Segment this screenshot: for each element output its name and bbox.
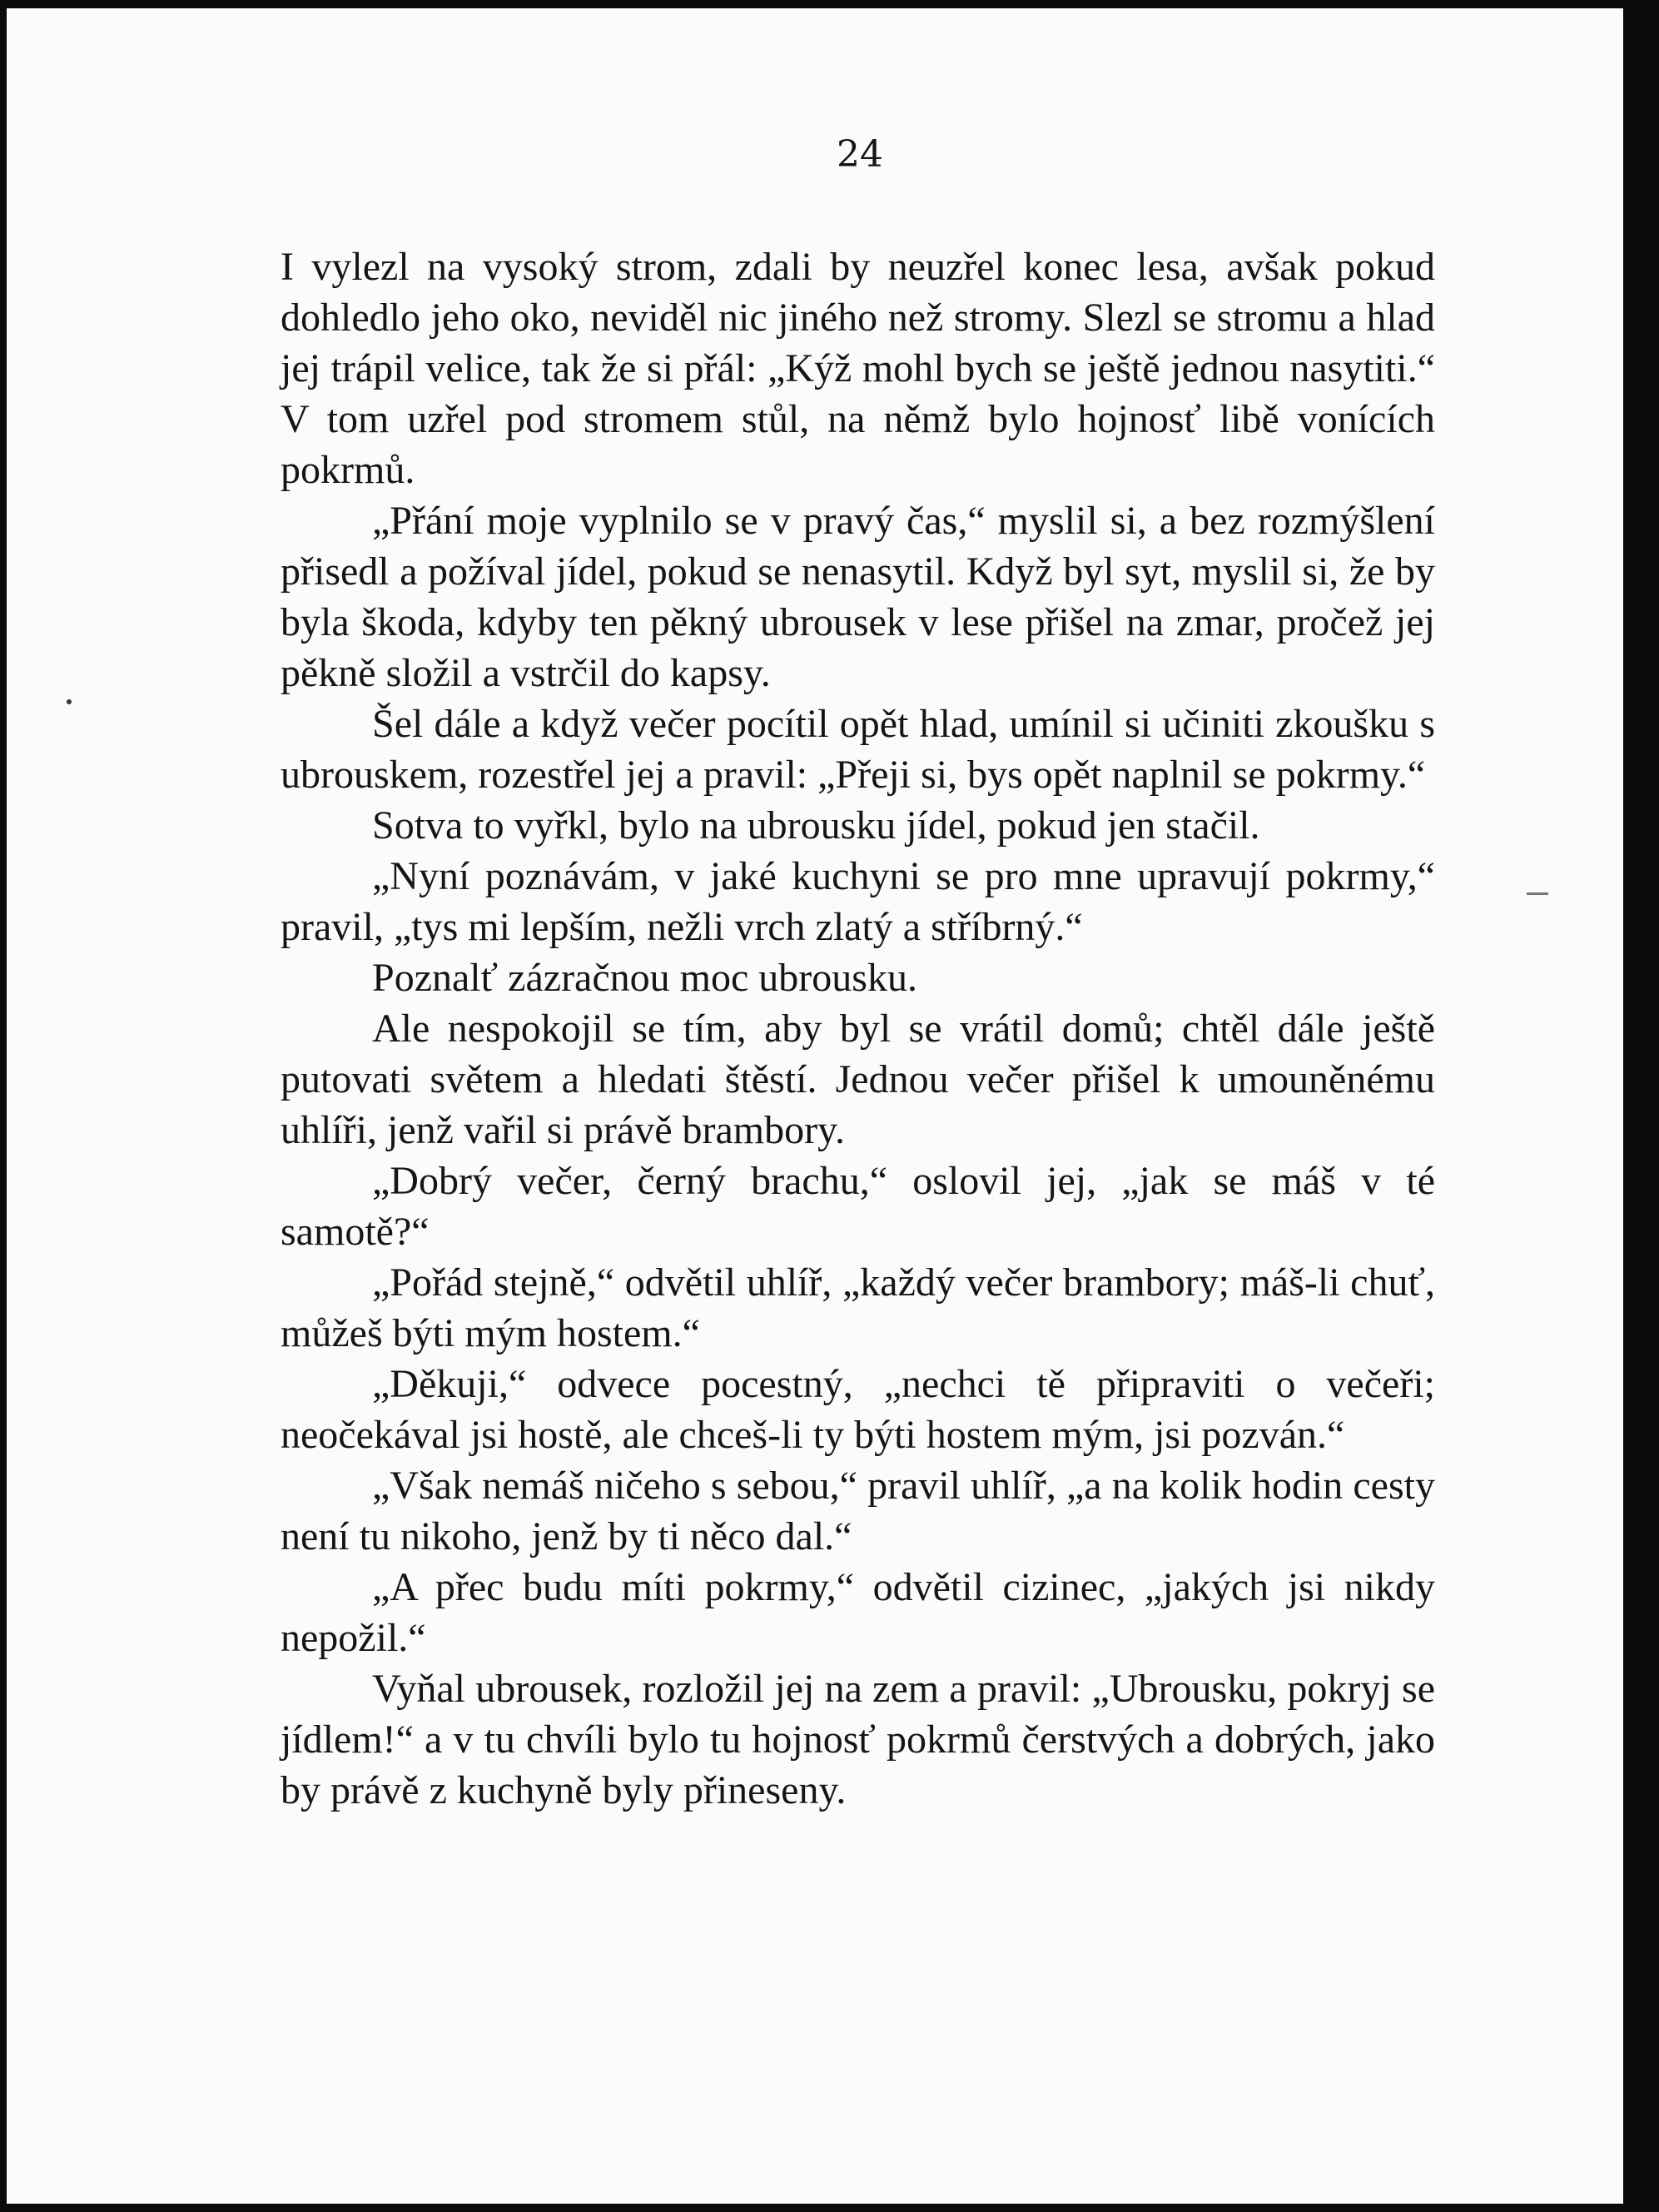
paragraph: Sotva to vyřkl, bylo na ubrousku jídel, pokud jen stačil.	[372, 803, 1260, 848]
paragraph: Šel dále a když večer pocítil opět hlad, umínil si učiniti zkoušku s ubrouskem, rozestřel jej a pravil: „Přeji si, bys opět naplnil se pokrmy.“	[281, 702, 1435, 797]
paragraph: „Nyní poznávám, v jaké kuchyni se pro mne upravují pokrmy,“ pravil, „tys mi lepším, nežli vrch zlatý a stříbrný.“	[281, 854, 1435, 949]
paragraph: Poznalť zázračnou moc ubrousku.	[372, 956, 917, 1000]
paragraph: „Přání moje vyplnilo se v pravý čas,“ myslil si, a bez rozmýšlení přisedl a požíval jídel, pokud se nenasytil. Když byl syt, myslil si, že by byla škoda, kdyby ten pěkný ubrousek v lese přišel na zmar, pročež jej pěkně složil a vstrčil do kapsy.	[281, 499, 1435, 695]
paragraph: „Pořád stejně,“ odvětil uhlíř, „každý večer brambory; máš-li chuť, můžeš býti mým hostem.“	[281, 1260, 1435, 1355]
margin-speck	[67, 699, 72, 704]
paragraph: „Však nemáš ničeho s sebou,“ pravil uhlíř, „a na kolik hodin cesty není tu nikoho, jenž by ti něco dal.“	[281, 1464, 1435, 1558]
paragraph: „Dobrý večer, černý brachu,“ oslovil jej, „jak se máš v té samotě?“	[281, 1159, 1435, 1254]
paragraph: Ale nespokojil se tím, aby byl se vrátil domů; chtěl dále ještě putovati světem a hledati štěstí. Jednou večer přišel k umouněnému uhlíři, jenž vařil si právě brambory.	[281, 1007, 1435, 1152]
scan-border	[1623, 0, 1659, 2212]
paragraph: I vylezl na vysoký strom, zdali by neuzřel konec lesa, avšak pokud dohledlo jeho oko, neviděl nic jiného než stromy. Slezl se stromu a hlad jej trápil velice, tak že si přál: „Kýž mohl bych se ještě jednou nasytiti.“ V tom uzřel pod stromem stůl, na němž bylo hojnosť libě vonících pokrmů.	[281, 245, 1435, 492]
book-page	[7, 8, 1623, 2204]
paragraph: „Děkuji,“ odvece pocestný, „nechci tě připraviti o večeři; neočekával jsi hostě, ale chceš-li ty býti hostem mým, jsi pozván.“	[281, 1362, 1435, 1457]
margin-mark	[1527, 892, 1548, 895]
page-number: 24	[837, 133, 883, 176]
body-text	[281, 241, 1435, 1816]
paragraph: „A přec budu míti pokrmy,“ odvětil cizinec, „jakých jsi nikdy nepožil.“	[281, 1565, 1435, 1660]
paragraph: Vyňal ubrousek, rozložil jej na zem a pravil: „Ubrousku, pokryj se jídlem!“ a v tu chvíli bylo tu hojnosť pokrmů čerstvých a dobrých, jako by právě z kuchyně byly přineseny.	[281, 1667, 1435, 1812]
